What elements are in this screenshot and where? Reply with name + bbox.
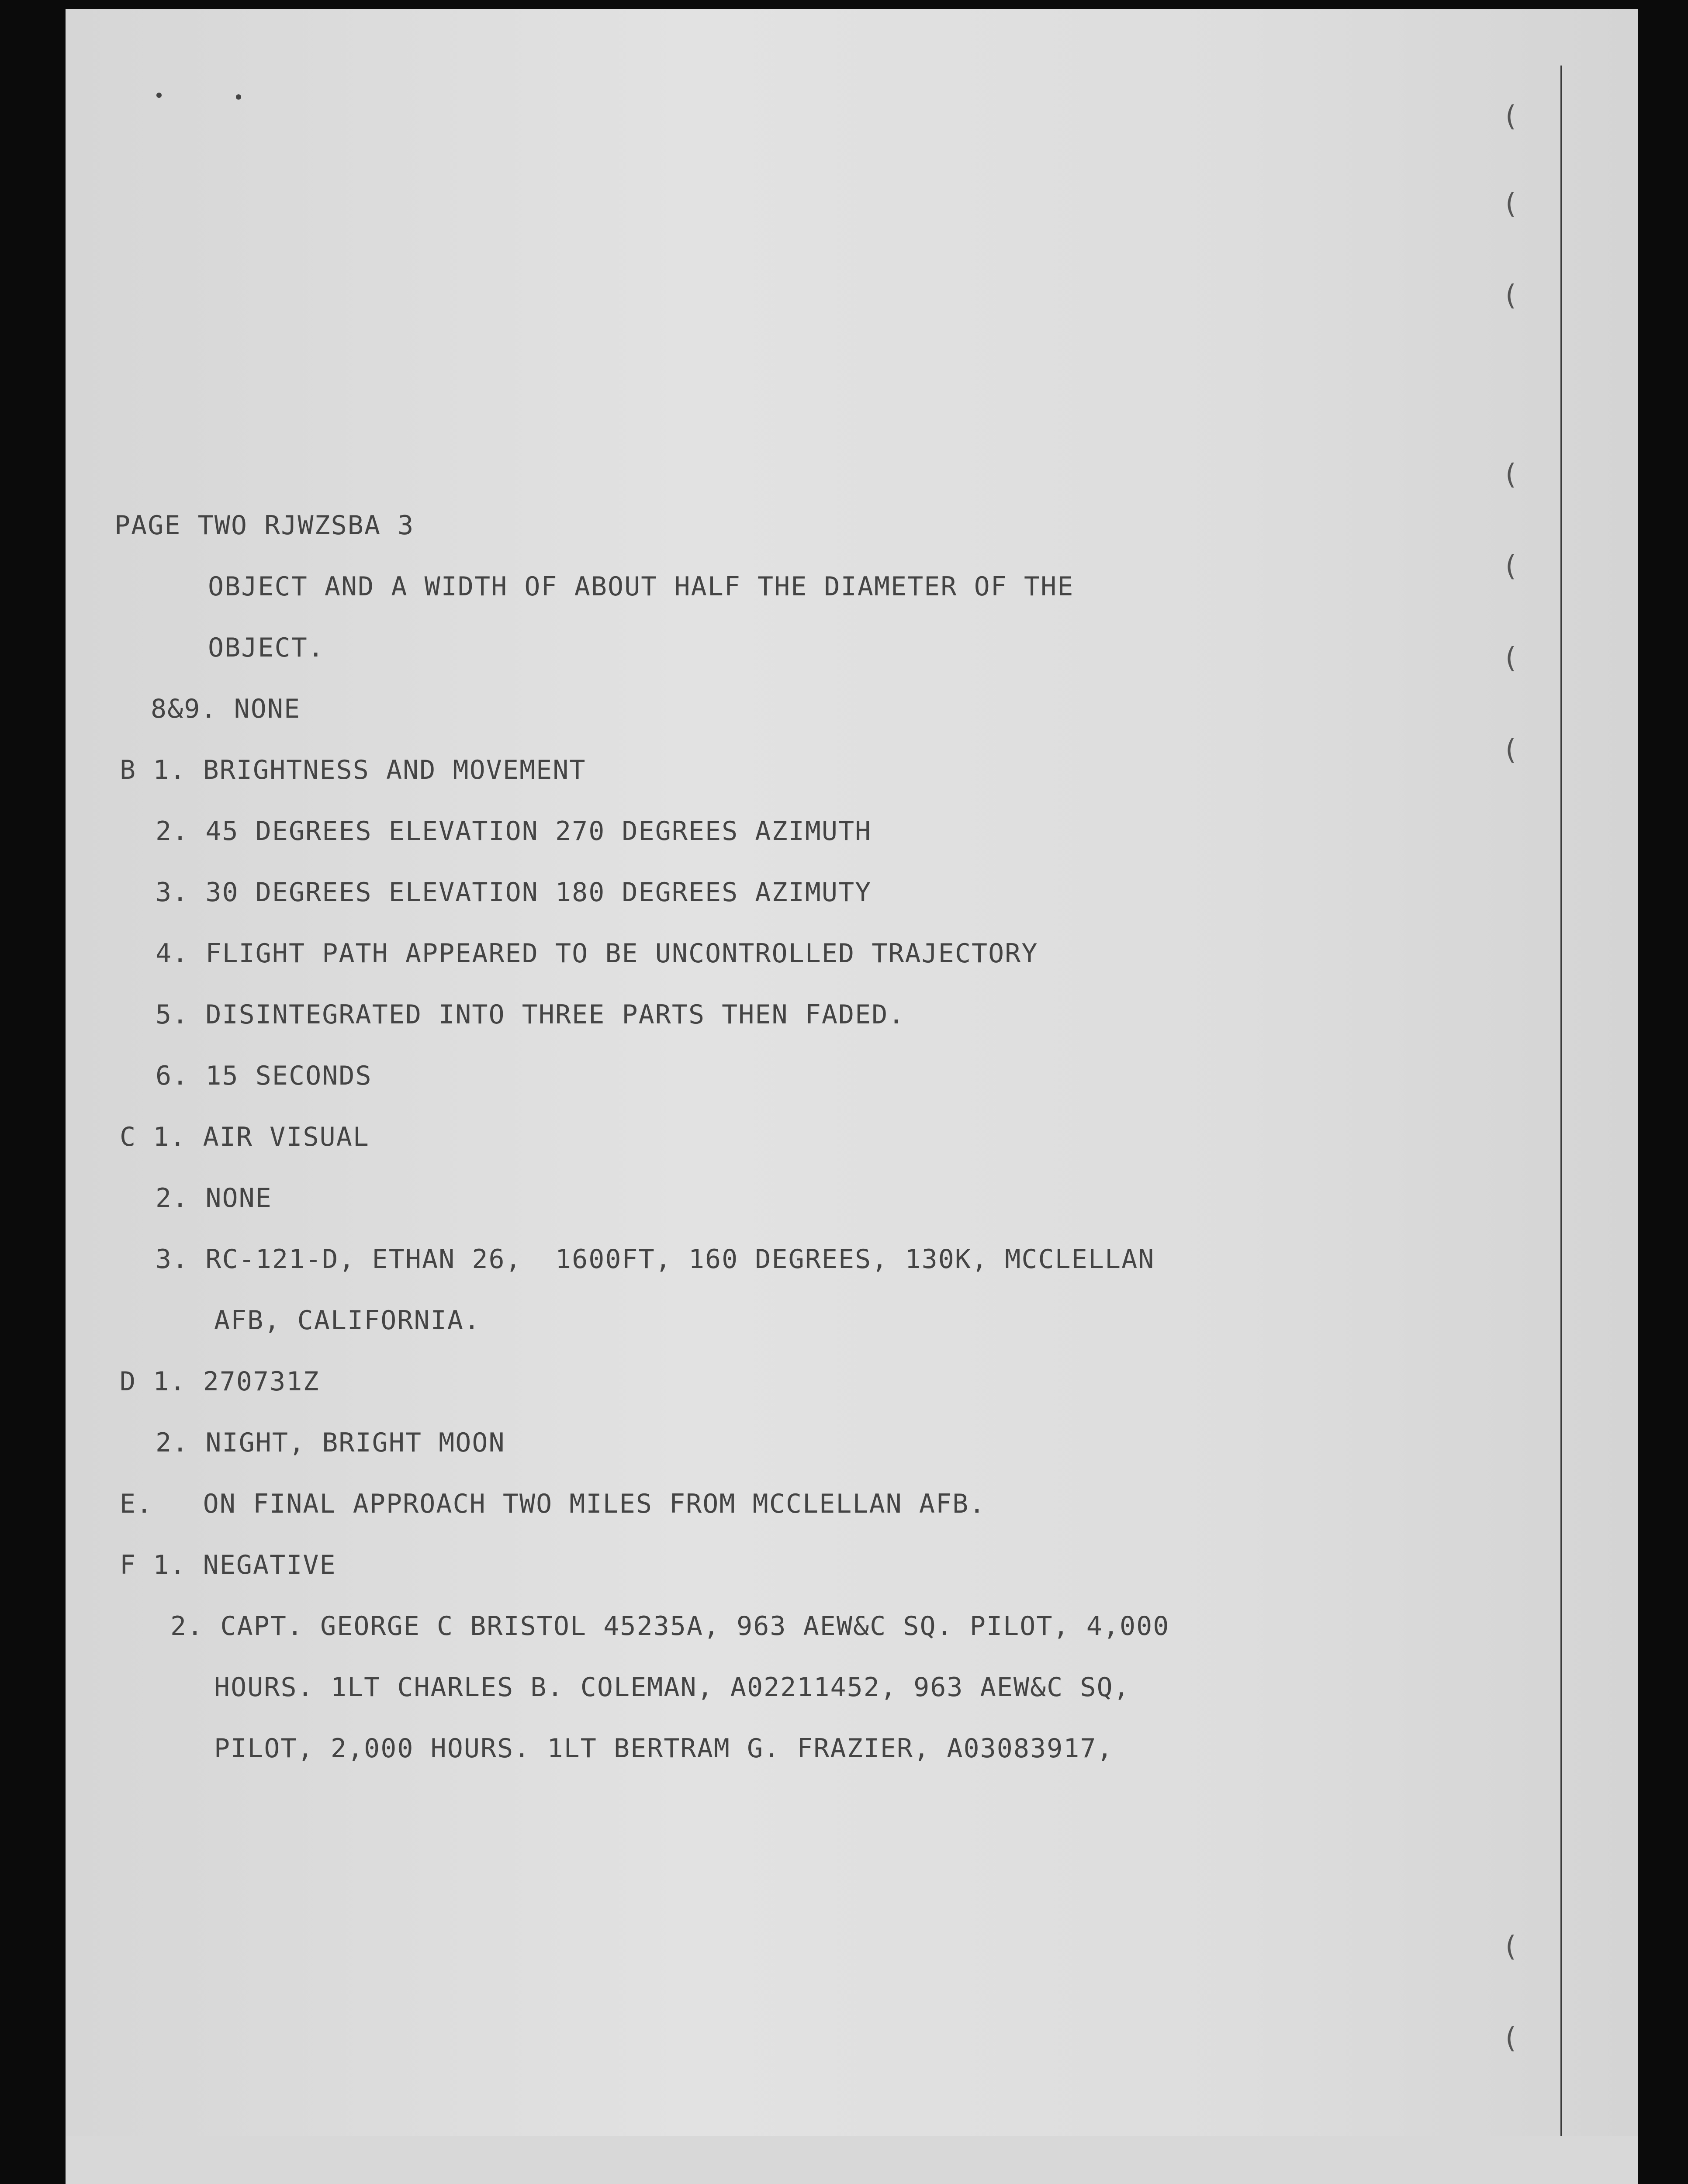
perforation-mark: ( (1502, 280, 1519, 312)
text-line: PILOT, 2,000 HOURS. 1LT BERTRAM G. FRAZIER, A03083917, (214, 1733, 1114, 1764)
text-line: 2. NONE (156, 1183, 272, 1213)
perforation-mark: ( (1502, 2022, 1519, 2055)
perforation-mark: ( (1502, 188, 1519, 220)
text-line: OBJECT AND A WIDTH OF ABOUT HALF THE DIAMETER OF THE (208, 571, 1074, 602)
text-line: 6. 15 SECONDS (156, 1061, 372, 1091)
text-line: C 1. AIR VISUAL (120, 1122, 370, 1152)
perforation-mark: ( (1502, 550, 1519, 583)
perforation-mark: ( (1502, 459, 1519, 491)
text-line: F 1. NEGATIVE (120, 1550, 336, 1580)
punch-mark (156, 93, 162, 98)
text-line: 2. 45 DEGREES ELEVATION 270 DEGREES AZIMUTH (156, 816, 872, 847)
text-line: OBJECT. (208, 632, 325, 663)
punch-mark (236, 94, 241, 100)
text-line: B 1. BRIGHTNESS AND MOVEMENT (120, 755, 586, 785)
text-line: 5. DISINTEGRATED INTO THREE PARTS THEN FADED. (156, 999, 905, 1030)
teletype-page (66, 9, 1638, 2184)
perforation-mark: ( (1502, 642, 1519, 674)
text-line: AFB, CALIFORNIA. (214, 1305, 481, 1336)
next-page-underlay (66, 2136, 1638, 2184)
perforation-mark: ( (1502, 100, 1519, 133)
text-line: 3. 30 DEGREES ELEVATION 180 DEGREES AZIMUTY (156, 877, 872, 908)
perforation-mark: ( (1502, 1931, 1519, 1963)
text-line: 2. CAPT. GEORGE C BRISTOL 45235A, 963 AEW&C SQ. PILOT, 4,000 (170, 1611, 1170, 1641)
text-line: HOURS. 1LT CHARLES B. COLEMAN, A02211452, 963 AEW&C SQ, (214, 1672, 1130, 1703)
margin-rule (1560, 66, 1562, 2136)
text-line: 3. RC-121-D, ETHAN 26, 1600FT, 160 DEGREES, 130K, MCCLELLAN (156, 1244, 1155, 1275)
page-header: PAGE TWO RJWZSBA 3 (114, 510, 415, 541)
text-line: D 1. 270731Z (120, 1366, 320, 1397)
text-line: 8&9. NONE (151, 694, 301, 724)
text-line: 4. FLIGHT PATH APPEARED TO BE UNCONTROLLED TRAJECTORY (156, 938, 1038, 969)
text-line: 2. NIGHT, BRIGHT MOON (156, 1427, 505, 1458)
perforation-mark: ( (1502, 734, 1519, 766)
text-line: E. ON FINAL APPROACH TWO MILES FROM MCCLELLAN AFB. (120, 1489, 986, 1519)
